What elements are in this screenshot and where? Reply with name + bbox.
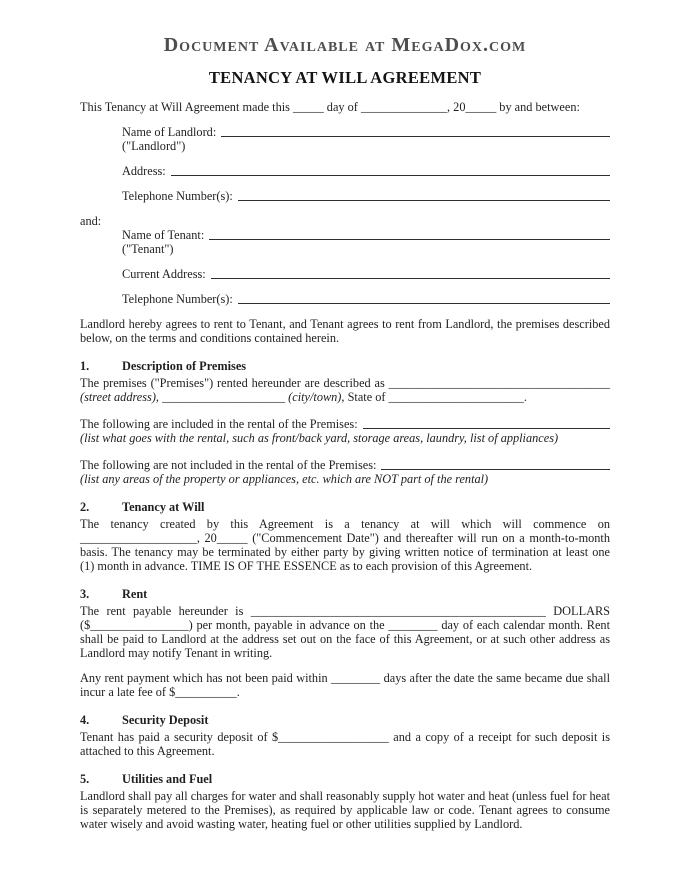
premises-text-1: The premises ("Premises") rented hereunder are described as: [80, 376, 389, 390]
blank-line: [363, 417, 610, 429]
late-fee-paragraph: Any rent payment which has not been paid within ________ days after the date the same became due shall incur a late fee of $__________.: [80, 671, 610, 699]
premises-paragraph: [80, 376, 610, 404]
included-hint: (list what goes with the rental, such as front/back yard, storage areas, laundry, list of appliances): [80, 431, 559, 445]
blank-line: [209, 228, 610, 240]
excluded-label: The following are not included in the rental of the Premises:: [80, 458, 377, 472]
tenant-name-label: Name of Tenant:: [122, 228, 205, 242]
landlord-address-row: [122, 164, 610, 178]
intro-line: This Tenancy at Will Agreement made this _____ day of ______________, 20_____ by and between:: [80, 100, 580, 114]
section-1-title: Description of Premises: [122, 359, 247, 373]
blank-state: ______________________: [388, 390, 524, 404]
tenant-address-row: [122, 267, 610, 281]
tenant-phone-label: Telephone Number(s):: [122, 292, 233, 306]
landlord-address-label: Address:: [122, 164, 166, 178]
included-row: [80, 417, 610, 431]
city-town-hint: (city/town),: [285, 390, 348, 404]
section-2-number: 2.: [80, 500, 90, 514]
tenant-phone-row: [122, 292, 610, 306]
preamble-paragraph: Landlord hereby agrees to rent to Tenant, and Tenant agrees to rent from Landlord, the premises described below, on the terms and conditions contained herein.: [80, 317, 610, 345]
tenancy-paragraph: The tenancy created by this Agreement is a tenancy at will which will commence on ___________________, 20_____ ("Commencement Date") and thereafter will run on a month-to-month basis. The tenancy may be terminated by either party by giving written notice of termination at least one (1) month in advance. TIME IS OF THE ESSENCE as to each provision of this Agreement.: [80, 517, 610, 573]
section-4-number: 4.: [80, 713, 90, 727]
street-address-hint: (street address),: [80, 390, 163, 404]
landlord-name-label: Name of Landlord:: [122, 125, 217, 139]
section-5-number: 5.: [80, 772, 90, 786]
section-4-heading: [80, 713, 610, 727]
blank-street-address: ____________________________________: [388, 376, 610, 390]
premises-period: .: [523, 390, 527, 404]
section-3-title: Rent: [122, 587, 148, 601]
blank-line: [211, 267, 610, 279]
excluded-row: [80, 458, 610, 472]
section-3-number: 3.: [80, 587, 90, 601]
section-2-heading: [80, 500, 610, 514]
landlord-phone-row: [122, 189, 610, 203]
section-5-title: Utilities and Fuel: [122, 772, 213, 786]
security-deposit-paragraph: Tenant has paid a security deposit of $__________________ and a copy of a receipt for such deposit is attached to this Agreement.: [80, 730, 610, 758]
blank-line: [238, 189, 610, 201]
premises-text-2: State of: [347, 390, 389, 404]
blank-line: [238, 292, 610, 304]
section-3-heading: [80, 587, 610, 601]
tenant-block: [122, 228, 610, 306]
page-title: TENANCY AT WILL AGREEMENT: [208, 68, 482, 87]
included-label: The following are included in the rental of the Premises:: [80, 417, 358, 431]
and-label: and:: [80, 214, 102, 228]
excluded-hint: (list any areas of the property or appliances, etc. which are NOT part of the rental): [80, 472, 489, 486]
section-4-title: Security Deposit: [122, 713, 209, 727]
blank-city-town: ____________________: [162, 390, 286, 404]
blank-line: [171, 164, 610, 176]
tenant-designation: ("Tenant"): [122, 242, 174, 256]
landlord-name-row: [122, 125, 610, 139]
utilities-paragraph: Landlord shall pay all charges for water and shall reasonably supply hot water and heat (unless fuel for heat is separately metered to the Premises), as required by applicable law or code. Tenant agrees to consume water wisely and avoid wasting water, heating fuel or other utilities supplied by Landlord.: [80, 789, 610, 831]
section-5-heading: [80, 772, 610, 786]
landlord-phone-label: Telephone Number(s):: [122, 189, 233, 203]
rent-paragraph: The rent payable hereunder is ________________________________________________ DOLLARS ($________________) per month, payable in advance on the ________ day of each calendar month. Rent shall be paid to Landlord at the address set out on the face of this Agreement, or at such other address as Landlord may notify Tenant in writing.: [80, 604, 610, 660]
landlord-block: [122, 125, 610, 203]
megadox-banner: Document Available at MegaDox.com: [163, 34, 527, 56]
section-1-heading: [80, 359, 610, 373]
section-2-title: Tenancy at Will: [122, 500, 205, 514]
section-1-number: 1.: [80, 359, 90, 373]
blank-line: [381, 458, 610, 470]
tenant-address-label: Current Address:: [122, 267, 206, 281]
tenant-name-row: [122, 228, 610, 242]
blank-line: [221, 125, 610, 137]
landlord-designation: ("Landlord"): [122, 139, 186, 153]
